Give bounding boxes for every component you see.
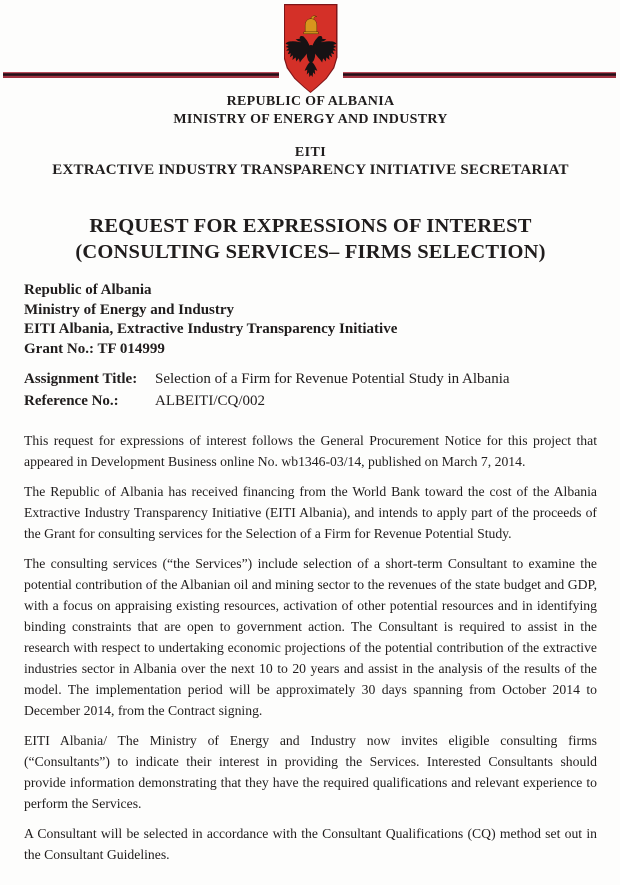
- body-paragraph-financing: The Republic of Albania has received financing from the World Bank toward the cost of the Albania Extractive Industry Transparency Initiative (EITI Albania), and intends to apply part of the proceeds of the Grant for consulting services for the Selection of a Firm for Revenue Potential Study.: [24, 484, 597, 541]
- applicant-line-ministry: Ministry of Energy and Industry: [24, 301, 235, 318]
- emblem-mask: [279, 0, 343, 94]
- org-abbreviation: EITI: [294, 145, 327, 160]
- emblem-artwork: [284, 4, 338, 93]
- body-paragraph-procurement-notice: This request for expressions of interest follows the General Procurement Notice for this project that appeared in Development Business online No. wb1346-03/14, published on March 7, 2014.: [24, 433, 597, 469]
- assignment-title-value: Selection of a Firm for Revenue Potential Study in Albania: [155, 371, 510, 387]
- double-headed-eagle-icon: [285, 36, 336, 77]
- reference-no-value: ALBEITI/CQ/002: [155, 393, 265, 409]
- document-header: [24, 0, 597, 180]
- body-paragraph-services-scope: The consulting services (“the Services”) include selection of a short-term Consultant to examine the potential contribution of the Albanian oil and mining sector to the revenues of the state budget and GDP, with a focus on appraising existing resources, activation of other potential resources and in identifying binding constraints that are open to government action. The Consultant is required to assist in the research with respect to undertaking economic projections of the potential contribution of the extractive industries sector in Albania over the next 10 to 20 years and assist in the analysis of the results of the model. The implementation period will be approximately 30 days spanning from October 2014 to December 2014, from the Contract signing.: [24, 556, 597, 718]
- body-paragraph-selection-method: A Consultant will be selected in accordance with the Consultant Qualifications (CQ) method set out in the Consultant Guidelines.: [24, 826, 597, 862]
- document-title-block: [24, 213, 597, 265]
- emblem-band: [24, 0, 597, 94]
- applicant-line-grant-no: Grant No.: TF 014999: [24, 340, 165, 357]
- assignment-title-label: Assignment Title:: [24, 371, 138, 387]
- applicant-block: [24, 281, 597, 359]
- albania-coat-of-arms: [284, 4, 338, 93]
- document-subtitle: (CONSULTING SERVICES– FIRMS SELECTION): [75, 241, 546, 263]
- skanderbeg-helmet-icon: [303, 16, 318, 34]
- reference-no-row: [24, 390, 597, 412]
- assignment-title-row: [24, 368, 597, 390]
- document-body: [24, 430, 597, 865]
- document-title: REQUEST FOR EXPRESSIONS OF INTEREST: [89, 215, 532, 237]
- country-name: REPUBLIC OF ALBANIA: [226, 94, 395, 109]
- ministry-name: MINISTRY OF ENERGY AND INDUSTRY: [173, 111, 448, 127]
- applicant-line-org: EITI Albania, Extractive Industry Transparency Initiative: [24, 321, 398, 337]
- org-name: EXTRACTIVE INDUSTRY TRANSPARENCY INITIATIVE SECRETARIAT: [52, 162, 569, 178]
- assignment-table: [24, 368, 597, 412]
- applicant-line-country: Republic of Albania: [24, 282, 152, 298]
- reference-no-label: Reference No.:: [24, 393, 119, 409]
- body-paragraph-invitation: EITI Albania/ The Ministry of Energy and Industry now invites eligible consulting firms (“Consultants”) to indicate their interest in providing the Services. Interested Consultants should provide information demonstrating that they have the required qualifications and relevant experience to perform the Services.: [24, 733, 597, 811]
